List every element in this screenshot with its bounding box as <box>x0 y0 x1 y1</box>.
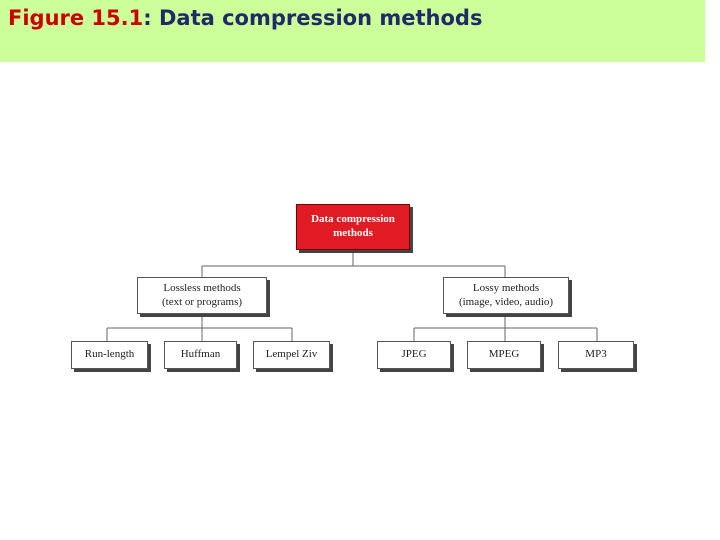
node-lempel-ziv <box>253 341 330 369</box>
node-jpeg <box>377 341 451 369</box>
root-node-data-compression <box>296 204 410 250</box>
node-huffman <box>164 341 237 369</box>
lossy-label-line1: Lossy methods <box>472 281 540 294</box>
figure-title: Data compression methods <box>158 6 483 30</box>
lossless-label-line2: (text or programs) <box>161 295 243 308</box>
huffman-label: Huffman <box>180 348 221 361</box>
figure-label: Figure 15.1 <box>8 6 144 30</box>
node-mpeg <box>467 341 541 369</box>
lempel-ziv-label: Lempel Ziv <box>265 348 318 361</box>
mp3-label: MP3 <box>585 348 607 361</box>
jpeg-label: JPEG <box>401 348 427 361</box>
node-run-length <box>71 341 148 369</box>
mpeg-label: MPEG <box>488 348 520 361</box>
title-separator: : <box>143 6 152 30</box>
node-lossy-methods <box>443 277 569 314</box>
root-label-line2: methods <box>333 227 373 239</box>
root-label-line1: Data compression <box>311 213 395 226</box>
run-length-label: Run-length <box>84 348 135 361</box>
node-mp3 <box>558 341 634 369</box>
lossy-label-line2: (image, video, audio) <box>458 295 554 308</box>
node-lossless-methods <box>137 277 267 314</box>
lossless-label-line1: Lossless methods <box>163 281 241 294</box>
